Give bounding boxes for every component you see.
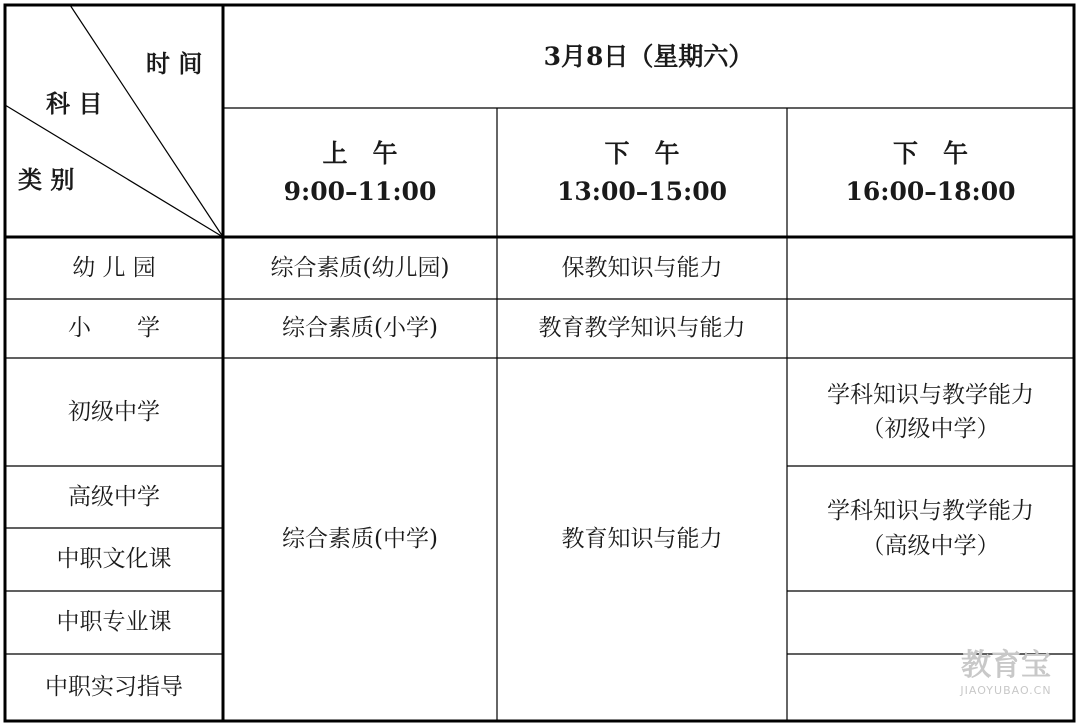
- row-label-vocational-culture: [5, 528, 223, 591]
- cell-junior-late: [787, 358, 1074, 466]
- session-label: 上 午: [322, 139, 398, 168]
- session-time: 16:00–18:00: [845, 176, 1016, 206]
- watermark: [946, 648, 1066, 698]
- corner-time-label: 时 间: [146, 49, 203, 78]
- subject-text: 学科知识与教学能力: [827, 498, 1034, 524]
- cell-middle-morning: [223, 358, 497, 721]
- subject-text: 教育教学知识与能力: [538, 315, 746, 342]
- watermark-brand: 教育宝: [961, 648, 1051, 683]
- row-label-primary: [5, 299, 223, 358]
- subject-note: （初级中学）: [861, 416, 1000, 442]
- subject-text: 学科知识与教学能力: [827, 381, 1034, 408]
- watermark-domain: JIAOYUBAO.CN: [960, 684, 1052, 697]
- session-time: 13:00–15:00: [556, 176, 728, 206]
- corner-category-label: 类 别: [18, 165, 75, 194]
- subject-text: 综合素质(幼儿园): [270, 254, 450, 281]
- row-label-text: 中职文化课: [56, 546, 172, 573]
- row-label-text: 初级中学: [68, 398, 160, 425]
- session-label: 下 午: [604, 139, 680, 168]
- corner-subject-label: 科 目: [46, 89, 103, 118]
- subject-text: 综合素质(小学): [282, 315, 438, 342]
- session-header-afternoon: [497, 108, 787, 237]
- subject-text: 综合素质(中学): [282, 526, 438, 553]
- row-label-senior-high: [5, 466, 223, 528]
- session-time: 9:00–11:00: [283, 176, 437, 206]
- cell-middle-afternoon: [497, 358, 787, 721]
- date-header-text: 3月8日（星期六）: [543, 41, 754, 71]
- cell-primary-afternoon: [497, 299, 787, 358]
- row-label-vocational-practice: [5, 654, 223, 721]
- session-header-morning: [223, 108, 497, 237]
- row-label-vocational-major: [5, 591, 223, 654]
- cell-primary-morning: [223, 299, 497, 358]
- row-label-text: 高级中学: [68, 483, 160, 510]
- cell-kg-morning: [223, 237, 497, 299]
- row-label-text: 小 学: [68, 315, 160, 342]
- subject-text: 教育知识与能力: [561, 526, 723, 553]
- date-header: [223, 5, 1074, 108]
- row-label-kindergarten: [5, 237, 223, 299]
- row-label-text: 幼 儿 园: [72, 254, 156, 281]
- row-label-text: 中职专业课: [56, 609, 172, 636]
- session-header-late-afternoon: [787, 108, 1074, 237]
- subject-text: 保教知识与能力: [561, 254, 723, 281]
- row-label-text: 中职实习指导: [45, 674, 183, 701]
- row-label-junior-high: [5, 358, 223, 466]
- session-label: 下 午: [892, 139, 968, 168]
- cell-senior-late: [787, 466, 1074, 591]
- subject-note: （高级中学）: [861, 532, 1000, 559]
- cell-kg-afternoon: [497, 237, 787, 299]
